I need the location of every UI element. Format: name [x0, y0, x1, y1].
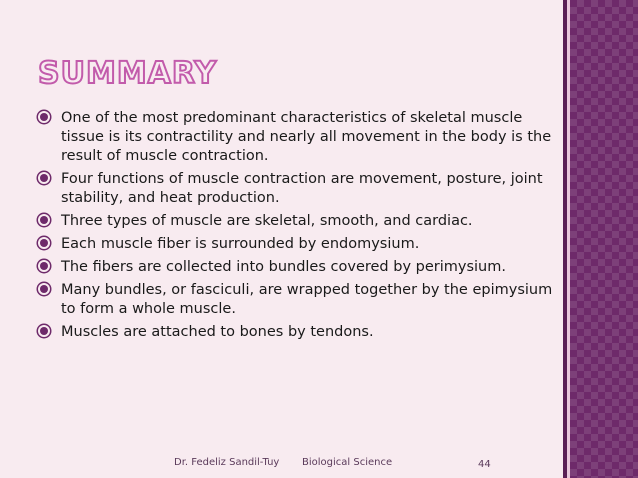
- bullet-text: Many bundles, or fasciculi, are wrapped together by the epimysium to form a whole muscle.: [61, 282, 553, 317]
- target-bullet-icon: [40, 327, 48, 335]
- bullet-item: [40, 258, 560, 277]
- bullet-text: Each muscle fiber is surrounded by endomysium.: [61, 236, 420, 252]
- bullet-text: Muscles are attached to bones by tendons.: [61, 324, 374, 340]
- target-bullet-icon: [40, 262, 48, 270]
- decorative-side-panel: [570, 0, 638, 478]
- bullet-item: [40, 235, 560, 254]
- bullet-text: Three types of muscle are skeletal, smooth, and cardiac.: [61, 213, 473, 229]
- bullet-text: Four functions of muscle contraction are movement, posture, joint stability, and heat production.: [61, 171, 543, 206]
- footer-subject: Biological Science: [302, 457, 393, 468]
- bullet-item: [40, 170, 560, 208]
- target-bullet-icon: [40, 174, 48, 182]
- bullet-item: [40, 212, 560, 231]
- target-bullet-icon: [40, 239, 48, 247]
- bullet-item: [40, 109, 560, 166]
- slide-title: SUMMARY: [38, 56, 218, 91]
- target-bullet-icon: [40, 113, 48, 121]
- target-bullet-icon: [40, 216, 48, 224]
- bullet-item: [40, 281, 560, 319]
- footer-page-number: 44: [478, 459, 491, 470]
- bullet-text: One of the most predominant characteristics of skeletal muscle tissue is its contractility and nearly all movement in the body is the result of muscle contraction.: [61, 110, 552, 164]
- target-bullet-icon: [40, 285, 48, 293]
- bullet-item: [40, 323, 560, 342]
- bullet-list: [40, 109, 560, 346]
- bullet-text: The fibers are collected into bundles covered by perimysium.: [61, 259, 506, 275]
- footer-author: Dr. Fedeliz Sandil-Tuy: [174, 457, 280, 468]
